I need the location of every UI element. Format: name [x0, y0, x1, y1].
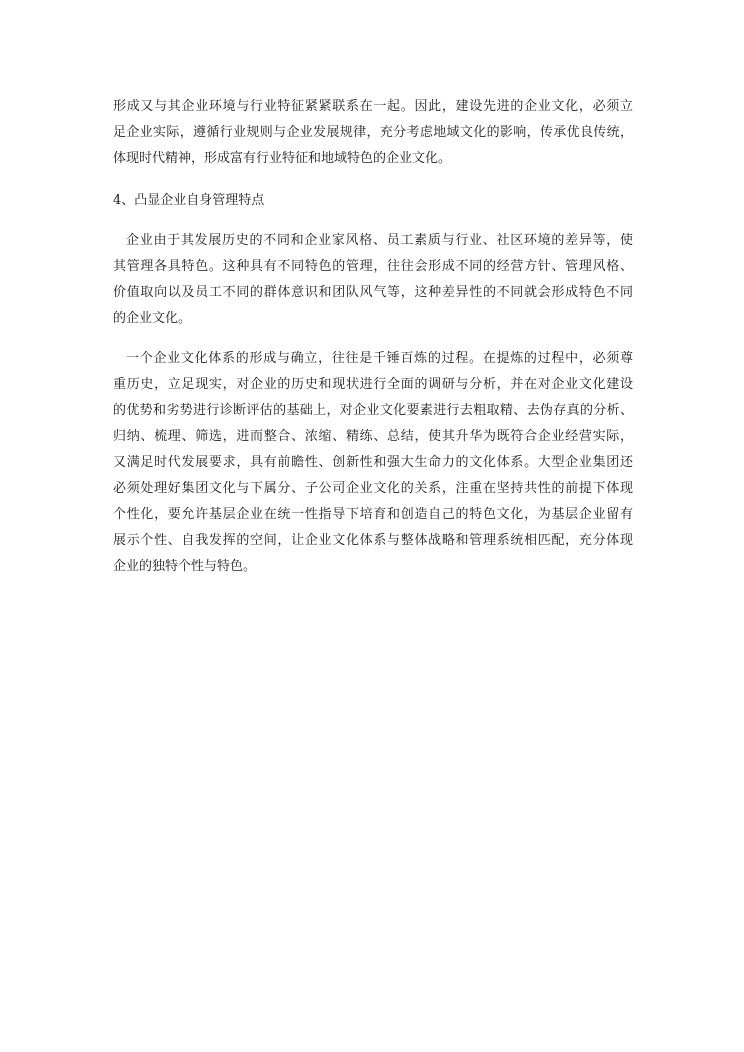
- paragraph-line: 的优势和劣势进行诊断评估的基础上，对企业文化要素进行去粗取精、去伪存真的分析、: [113, 403, 633, 418]
- paragraph-line: 足企业实际，遵循行业规则与企业发展规律，充分考虑地域文化的影响，传承优良传统，: [113, 125, 633, 140]
- paragraph-line: 展示个性、自我发挥的空间，让企业文化体系与整体战略和管理系统相匹配，充分体现: [113, 533, 633, 548]
- paragraph-line: 企业由于其发展历史的不同和企业家风格、员工素质与行业、社区环境的差异等，使: [126, 233, 633, 248]
- section-heading: 4、凸显企业自身管理特点: [113, 193, 265, 208]
- document-body: [113, 94, 633, 580]
- paragraph-line: 其管理各具特色。这种具有不同特色的管理，往往会形成不同的经营方针、管理风格、: [113, 259, 633, 274]
- paragraph-line: 企业的独特个性与特色。: [113, 559, 257, 574]
- paragraph-line: 必须处理好集团文化与下属分、子公司企业文化的关系，注重在坚持共性的前提下体现: [113, 481, 633, 496]
- paragraph-2: [113, 228, 633, 332]
- paragraph-line: 归纳、梳理、筛选，进而整合、浓缩、精练、总结，使其升华为既符合企业经营实际，: [113, 429, 633, 444]
- paragraph-1: [113, 94, 633, 172]
- paragraph-line: 的企业文化。: [113, 311, 192, 326]
- paragraph-line: 形成又与其企业环境与行业特征紧紧联系在一起。因此，建设先进的企业文化，必须立: [113, 99, 633, 114]
- paragraph-line: 重历史，立足现实，对企业的历史和现状进行全面的调研与分析，并在对企业文化建设: [113, 377, 633, 392]
- paragraph-line: 个性化，要允许基层企业在统一性指导下培育和创造自己的特色文化，为基层企业留有: [113, 507, 633, 522]
- paragraph-line: 体现时代精神，形成富有行业特征和地域特色的企业文化。: [113, 151, 452, 166]
- paragraph-line: 又满足时代发展要求，具有前瞻性、创新性和强大生命力的文化体系。大型企业集团还: [113, 455, 633, 470]
- paragraph-line: 价值取向以及员工不同的群体意识和团队风气等，这种差异性的不同就会形成特色不同: [113, 285, 633, 300]
- paragraph-line: 一个企业文化体系的形成与确立，往往是千锤百炼的过程。在提炼的过程中，必须尊: [126, 351, 633, 366]
- paragraph-3: [113, 346, 633, 580]
